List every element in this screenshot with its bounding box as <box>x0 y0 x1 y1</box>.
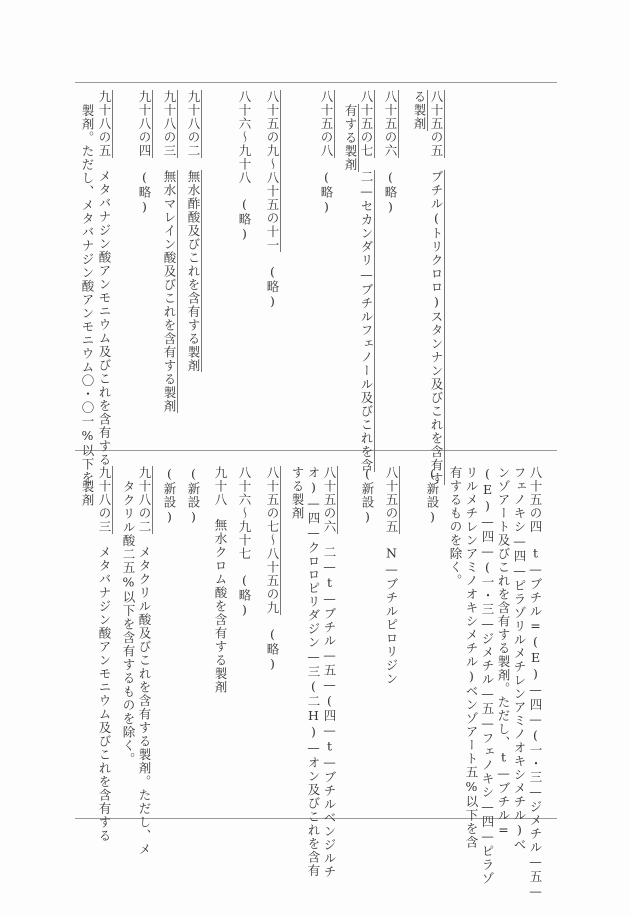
item-text: 二—セカンダリ—ブチルフェノール及びこれを含 <box>359 169 374 472</box>
text-column <box>185 90 201 372</box>
text-column <box>358 90 374 472</box>
item-text: フェノキシ—四—ピラゾリルメチレンアミノオキシメチル)べ <box>512 466 527 852</box>
item-number: 八十六～九十七 <box>237 466 252 561</box>
item-text: 無水クロム酸を含有する製剤 <box>213 518 228 694</box>
text-column <box>120 480 136 766</box>
text-column <box>236 466 252 618</box>
item-number: 八十六～九十八 <box>237 90 252 185</box>
text-column <box>318 90 334 215</box>
text-column <box>463 466 479 849</box>
text-column <box>185 466 201 525</box>
text-column <box>511 466 527 852</box>
item-number: 八十五の五 <box>429 90 444 158</box>
item-text: 製剤。ただし、メタバナジン酸アンモニウム〇・〇一%以下を <box>80 104 95 485</box>
item-text: (略) <box>319 169 334 215</box>
item-text: 有するものを除く。 <box>448 466 463 588</box>
item-text: する製剤 <box>290 466 305 520</box>
text-column <box>342 104 358 172</box>
text-column <box>383 466 399 686</box>
text-column <box>447 466 463 588</box>
item-text: リルメチレンアミノオキシメチル)ベンゾアート五%以下を含 <box>464 466 479 849</box>
item-number: 九十八 <box>213 466 228 507</box>
item-number: (新設) <box>425 466 440 525</box>
item-number: 八十五の八 <box>319 90 334 158</box>
item-text: 無水マレイン酸及びこれを含有する製剤 <box>162 169 177 413</box>
text-column <box>382 90 398 215</box>
text-column <box>264 466 280 672</box>
text-column <box>212 466 228 694</box>
text-column <box>96 466 112 843</box>
text-column <box>411 90 427 131</box>
text-column <box>305 466 321 878</box>
text-column <box>79 480 95 507</box>
text-column <box>289 466 305 520</box>
item-number: 八十五の七～八十五の九 <box>265 466 280 615</box>
text-column <box>79 104 95 485</box>
item-number: 九十八の四 <box>137 90 152 158</box>
text-column <box>424 466 440 525</box>
item-text: (略) <box>265 264 280 310</box>
text-column <box>527 466 543 900</box>
item-number: 八十五の六 <box>383 90 398 158</box>
middle-rule <box>75 450 557 451</box>
item-text: (略) <box>237 572 252 618</box>
item-number: 九十八の二 <box>137 466 152 534</box>
item-text: t—ブチル=(E)—四—(一・三—ジメチル—五— <box>528 545 543 900</box>
item-text: (略) <box>265 626 280 672</box>
item-text: メタバナジン酸アンモニウム及びこれを含有する <box>97 169 112 467</box>
item-text: 製剤 <box>80 480 95 507</box>
item-text: タクリル酸二五%以下を含有するものを除く。 <box>121 480 136 766</box>
item-text: ブチル(トリクロロ)スタンナン及びこれを含有す <box>429 169 444 485</box>
item-number: 八十五の六 <box>322 466 337 534</box>
item-number: (新設) <box>162 466 177 525</box>
item-text: (略) <box>383 169 398 215</box>
text-column <box>161 466 177 525</box>
item-number: 八十五の七 <box>359 90 374 158</box>
item-text: メタクリル酸及びこれを含有する製剤。ただし、メ <box>137 545 152 856</box>
top-rule <box>75 82 557 83</box>
item-number: 九十八の三 <box>97 466 112 534</box>
item-text: メタバナジン酸アンモニウム及びこれを含有する <box>97 545 112 843</box>
item-number: (新設) <box>186 466 201 525</box>
item-number: 九十八の二 <box>186 90 201 158</box>
text-column <box>479 466 495 885</box>
item-text: オ)—四—クロロピリダジン—三(二H)—オン及びこれを含有 <box>306 466 321 878</box>
item-text: る製剤 <box>412 90 427 131</box>
item-number: 八十五の五 <box>384 466 399 534</box>
item-number: 九十八の五 <box>97 90 112 158</box>
text-column <box>495 466 511 838</box>
item-text: (略) <box>237 196 252 242</box>
text-column <box>264 90 280 310</box>
item-number: (新設) <box>360 466 375 525</box>
text-column <box>236 90 252 242</box>
text-column <box>321 466 337 879</box>
text-column <box>161 90 177 413</box>
item-number: 八十五の九～八十五の十一 <box>265 90 280 252</box>
item-number: 九十八の三 <box>162 90 177 158</box>
text-column <box>136 90 152 215</box>
item-text: (略) <box>137 169 152 215</box>
item-number: 八十五の四 <box>528 466 543 534</box>
item-text: 有する製剤 <box>343 104 358 172</box>
text-column <box>359 466 375 525</box>
text-column <box>428 90 444 485</box>
item-text: 無水酢酸及びこれを含有する製剤 <box>186 169 201 372</box>
text-column <box>136 466 152 856</box>
item-text: N—ブチルピロリジン <box>384 545 399 686</box>
item-text: ンゾアート及びこれを含有する製剤。ただし、t—ブチル= <box>496 466 511 838</box>
item-text: (E)—四—(一・三—ジメチル—五—フェノキシ—四—ピラゾ <box>480 466 495 885</box>
text-column <box>96 90 112 467</box>
item-text: 二—t—ブチル—五—(四—t—ブチルベンジルチ <box>322 545 337 879</box>
